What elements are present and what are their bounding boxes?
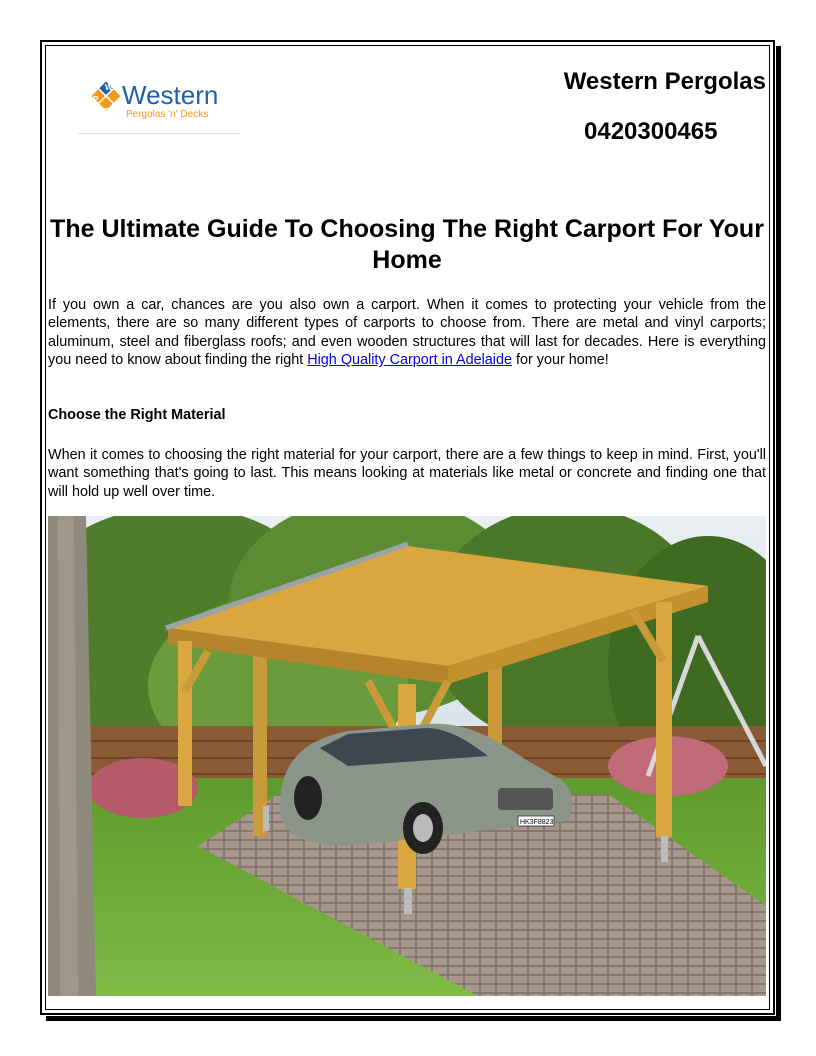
logo-name: Western [122, 80, 219, 110]
logo-letter-p: P [93, 95, 99, 104]
logo-tagline: Pergolas 'n' Decks [126, 109, 209, 120]
logo-underline [78, 133, 240, 134]
logo-graphic [78, 74, 240, 134]
phone-number[interactable]: 0420300465 [584, 118, 718, 145]
carport-link[interactable]: High Quality Carport in Adelaide [307, 352, 512, 369]
license-plate: HK3F8823 [520, 819, 554, 826]
section-heading: Choose the Right Material [48, 407, 226, 423]
logo-letter-w: W [105, 83, 113, 92]
company-name: Western Pergolas [563, 68, 766, 95]
intro-paragraph [48, 296, 766, 370]
article-title: The Ultimate Guide To Choosing The Right Carport For Your Home [50, 215, 764, 274]
intro-text-after: for your home! [512, 352, 609, 369]
company-logo [78, 74, 240, 134]
section-paragraph: When it comes to choosing the right material for your carport, there are a few things to keep in mind. First, you'll want something that's going to last. This means looking at materials like metal or concrete and finding one that will hold up well over time. [48, 447, 766, 500]
carport-photo [48, 516, 766, 996]
intro-text-before: If you own a car, chances are you also own a carport. When it comes to protecting your vehicle from the elements, there are so many different types of carports to choose from. There are metal and vinyl carports; aluminum, steel and fiberglass roofs; and even wooden structures that will last for decades. Here is everything you need to know about finding the right [48, 297, 766, 369]
carport-illustration [48, 516, 766, 996]
logo-letter-d: D [104, 107, 110, 116]
